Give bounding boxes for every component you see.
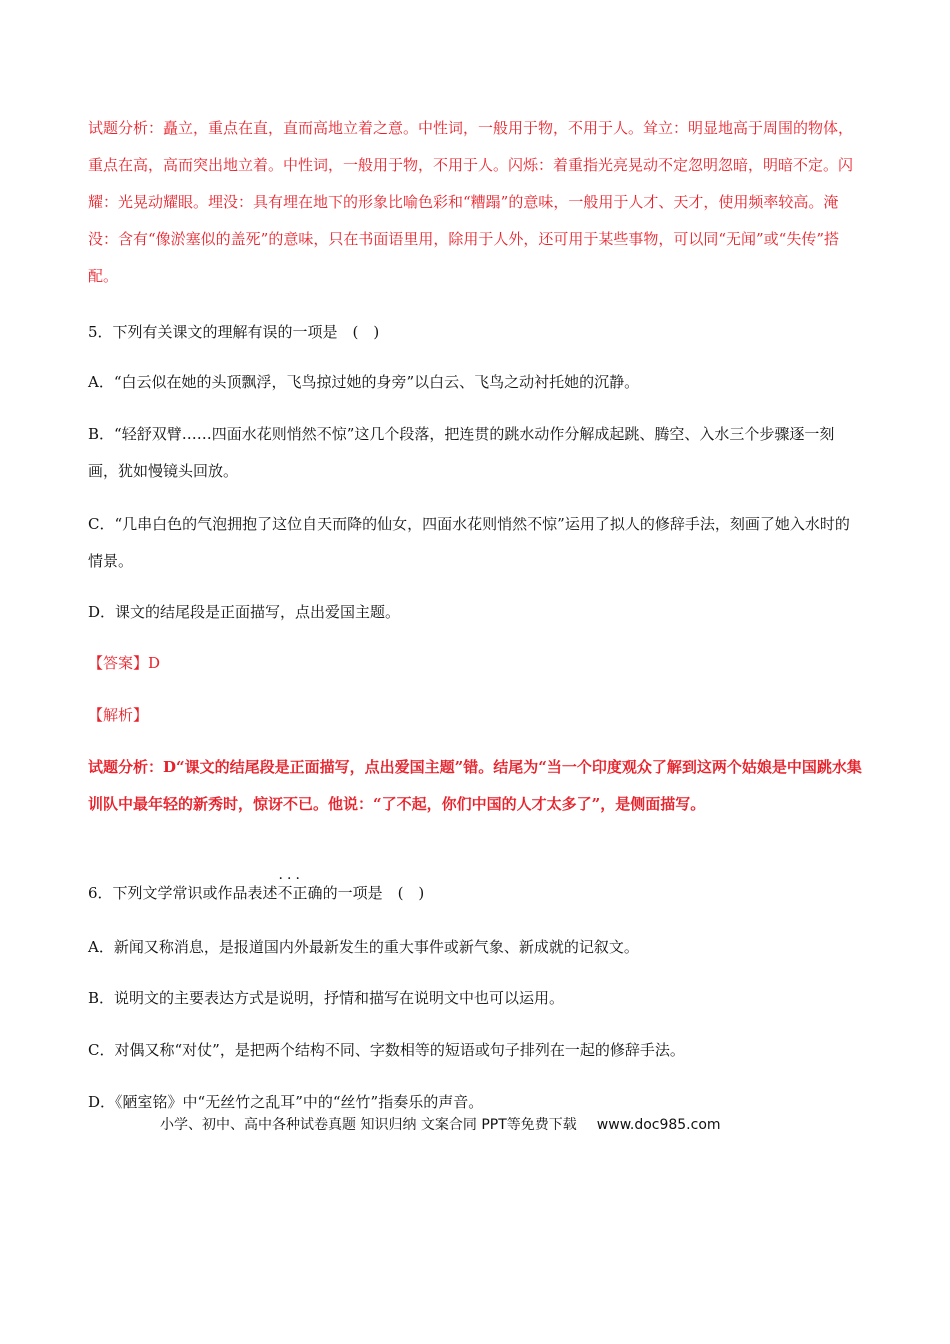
q6-option-b: B．说明文的主要表达方式是说明，抒情和描写在说明文中也可以运用。 [88,989,565,1007]
q5-option-b: B．“轻舒双臂……四面水花则悄然不惊”这几个段落，把连贯的跳水动作分解成起跳、腾空、入水三个步骤逐一刻画，犹如慢镜头回放。 [88,425,835,480]
analysis-label: 【解析】 [88,706,149,724]
analysis-q5: 试题分析：D“课文的结尾段是正面描写，点出爱国主题”错。结尾为“当一个印度观众了解到这两个姑娘是中国跳水集训队中最年轻的新秀时，惊讶不已。他说：“了不起，你们中国的人才太多了”，是侧面描写。 [88,758,862,813]
q6-option-a: A．新闻又称消息，是报道国内外最新发生的重大事件或新气象、新成就的记叙文。 [88,938,639,956]
q5-option-c: C．“几串白色的气泡拥抱了这位自天而降的仙女，四面水花则悄然不惊”运用了拟人的修辞手法，刻画了她入水时的情景。 [88,515,850,570]
q6-stem-after: 的一项是 ( ) [322,884,425,902]
footer-url: www.doc985.com [596,1117,721,1133]
q5-answer [88,652,160,674]
q5-option-a: A．“白云似在她的头顶飘浮，飞鸟掠过她的身旁”以白云、飞鸟之动衬托她的沉静。 [88,373,640,391]
answer-value: D [148,654,161,672]
q6-stem-emphasis: ··· 不正确 [278,882,323,904]
q5-analysis-label [88,704,148,726]
q5-option-d: D．课文的结尾段是正面描写，点出爱国主题。 [88,603,401,621]
answer-label: 【答案】 [88,654,149,672]
question-5-stem: 5．下列有关课文的理解有误的一项是 ( ) [88,323,380,341]
analysis-q4: 试题分析：矗立，重点在直，直而高地立着之意。中性词，一般用于物，不用于人。耸立：明显地高于周围的物体，重点在高，高而突出地立着。中性词，一般用于物，不用于人。闪烁：着重指光亮晃动不定忽明忽暗，明暗不定。闪耀：光晃动耀眼。埋没：具有埋在地下的形象比喻色彩和“糟蹋”的意味，一般用于人才、天才，使用频率较高。淹没：含有“像淤塞似的盖死”的意味，只在书面语里用，除用于人外，还可用于某些事物，可以同“无闻”或“失传”搭配。 [88,119,854,285]
q6-option-d: D．《陋室铭》中“无丝竹之乱耳”中的“丝竹”指奏乐的声音。 [88,1093,484,1111]
footer-text: 小学、初中、高中各种试卷真题 知识归纳 文案合同 PPT等免费下载 [160,1117,577,1133]
q6-stem-before: 6．下列文学常识或作品表述 [88,884,278,902]
page-footer [160,1114,721,1136]
question-6-stem [88,882,424,904]
q6-option-c: C．对偶又称“对仗”，是把两个结构不同、字数相等的短语或句子排列在一起的修辞手法。 [88,1041,685,1059]
